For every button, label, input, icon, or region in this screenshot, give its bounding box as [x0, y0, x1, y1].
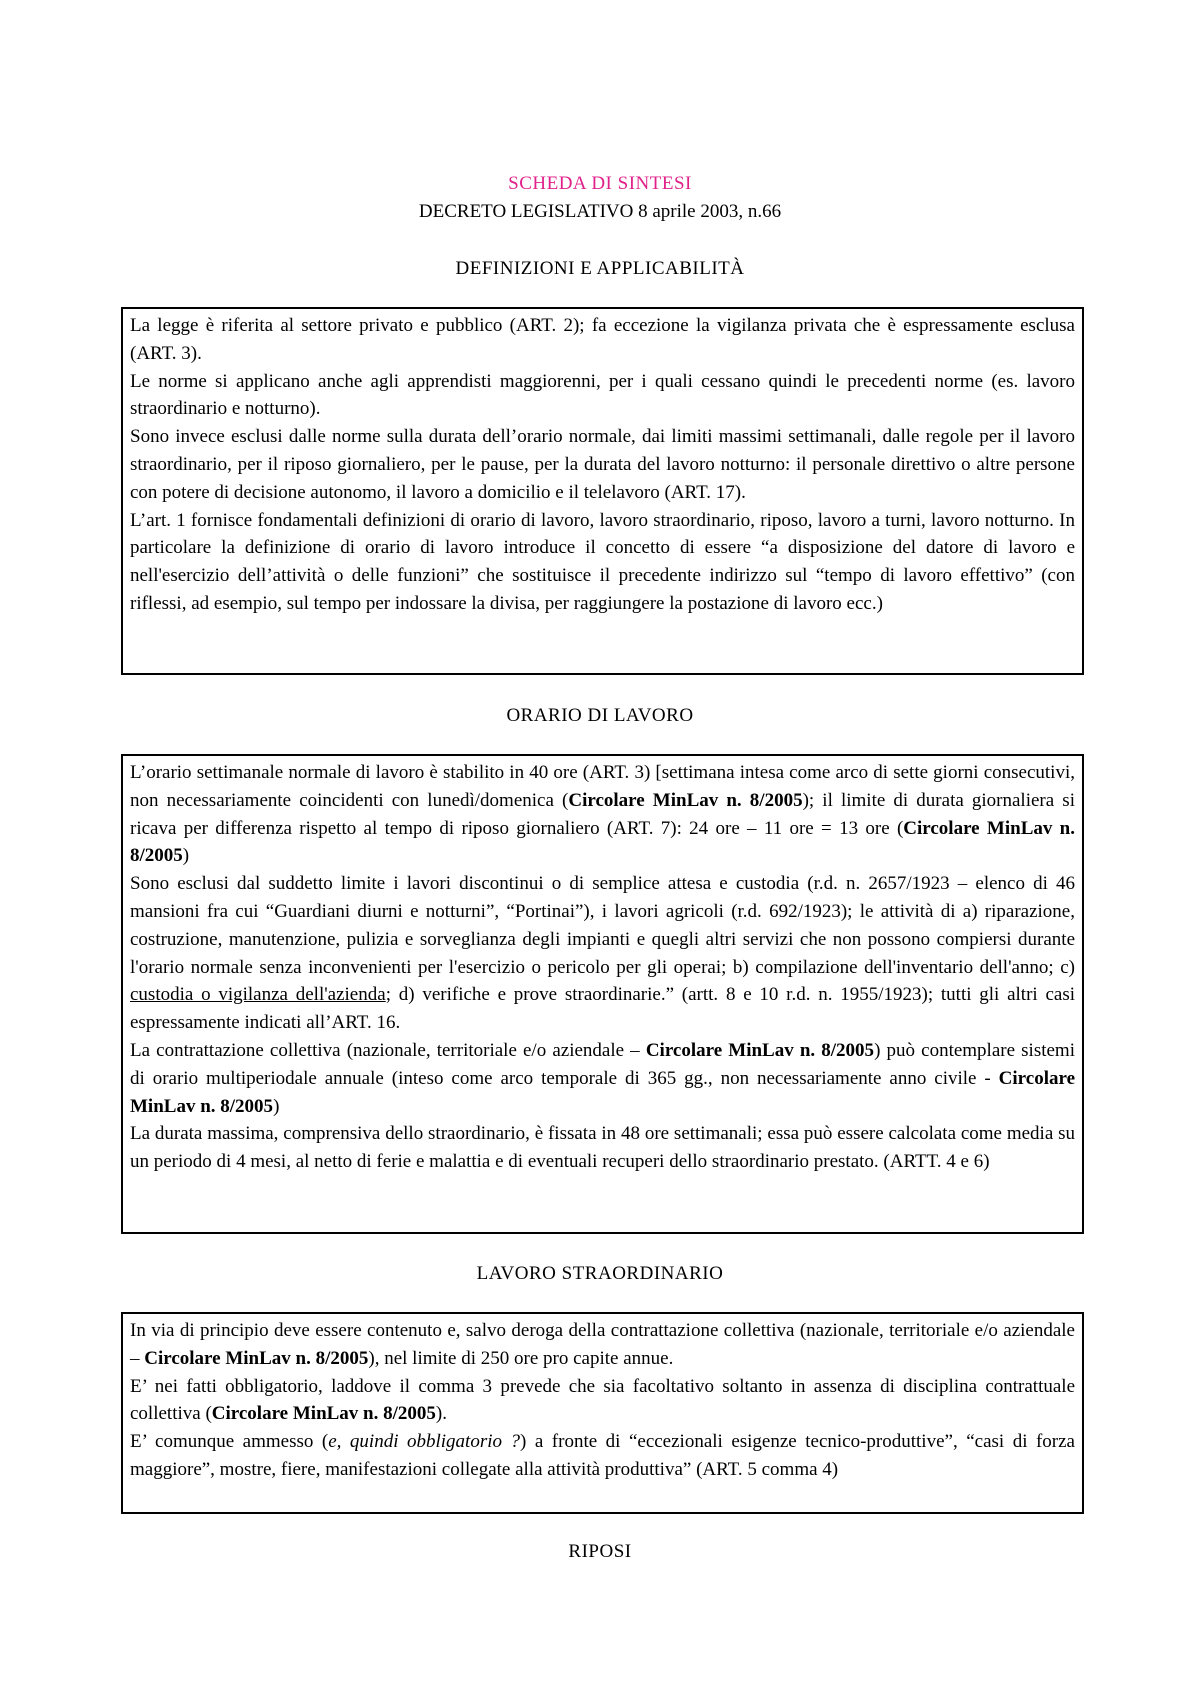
straordinario-paragraph-2: E’ nei fatti obbligatorio, laddove il comma 3 prevede che sia facoltativo soltanto in assenza di disciplina contrattuale collettiva (Circolare MinLav n. 8/2005). — [130, 1375, 1075, 1425]
section-heading-straordinario: LAVORO STRAORDINARIO — [476, 1263, 724, 1284]
document-subtitle: DECRETO LEGISLATIVO 8 aprile 2003, n.66 — [418, 201, 782, 222]
straordinario-paragraph-3: E’ comunque ammesso (e, quindi obbligatorio ?) a fronte di “eccezionali esigenze tecnico-produttive”, “casi di forza maggiore”, mostre, fiere, manifestazioni collegate alla attività produttiva” (ART. 5 comma 4) — [130, 1431, 1075, 1480]
orario-paragraph-4: La durata massima, comprensiva dello straordinario, è fissata in 48 ore settimanali; essa può essere calcolata come media su un periodo di 4 mesi, al netto di ferie e malattia e di eventuali recuperi dello straordinario prestato. (ARTT. 4 e 6) — [130, 1123, 1075, 1173]
definizioni-paragraph-2: Le norme si applicano anche agli apprendisti maggiorenni, per i quali cessano quindi le precedenti norme (es. lavoro straordinario e notturno). — [130, 370, 1075, 420]
definizioni-paragraph-4: L’art. 1 fornisce fondamentali definizioni di orario di lavoro, lavoro straordinario, riposo, lavoro a turni, lavoro notturno. In particolare la definizione di orario di lavoro introduce il concetto di essere “a disposizione del datore di lavoro e nell'esercizio dell’attività o delle funzioni” che sostituisce il precedente indirizzo sul “tempo di lavoro effettivo” (con riflessi, ad esempio, sul tempo per indossare la divisa, per raggiungere la postazione di lavoro ecc.) — [130, 509, 1075, 614]
straordinario-box — [121, 1312, 1084, 1514]
underlined-text: custodia o vigilanza dell'azienda — [130, 984, 386, 1006]
circolare-reference: Circolare MinLav n. 8/2005 — [211, 1403, 436, 1425]
section-heading-definizioni: DEFINIZIONI E APPLICABILITÀ — [455, 258, 745, 279]
definizioni-paragraph-3: Sono invece esclusi dalle norme sulla durata dell’orario normale, dai limiti massimi settimanali, dalle regole per il lavoro straordinario, per il riposo giornaliero, per le pause, per la durata del lavoro notturno: il personale direttivo o altre persone con potere di decisione autonomo, il lavoro a domicilio e il telelavoro (ART. 17). — [130, 426, 1075, 503]
definizioni-box — [121, 307, 1084, 675]
circolare-reference: Circolare MinLav n. 8/2005 — [130, 817, 1075, 867]
orario-paragraph-3: La contrattazione collettiva (nazionale, territoriale e/o aziendale – Circolare MinLav n. 8/2005) può contemplare sistemi di orario multiperiodale annuale (inteso come arco temporale di 365 gg., non necessariamente anno civile - Circolare MinLav n. 8/2005) — [130, 1039, 1075, 1117]
section-heading-riposi: RIPOSI — [568, 1541, 632, 1562]
circolare-reference: Circolare MinLav n. 8/2005 — [144, 1347, 369, 1369]
circolare-reference: Circolare MinLav n. 8/2005 — [645, 1039, 875, 1061]
section-heading-orario: ORARIO DI LAVORO — [506, 705, 694, 726]
orario-paragraph-1: L’orario settimanale normale di lavoro è stabilito in 40 ore (ART. 3) [settimana intesa come arco di sette giorni consecutivi, non necessariamente coincidenti con lunedì/domenica (Circolare MinLav n. 8/2005); il limite di durata giornaliera si ricava per differenza rispetto al tempo di riposo giornaliero (ART. 7): 24 ore – 11 ore = 13 ore (Circolare MinLav n. 8/2005) — [130, 762, 1075, 867]
orario-box — [121, 754, 1084, 1234]
definizioni-paragraph-1: La legge è riferita al settore privato e pubblico (ART. 2); fa eccezione la vigilanza privata che è espressamente esclusa (ART. 3). — [130, 315, 1075, 364]
circolare-reference: Circolare MinLav n. 8/2005 — [568, 789, 803, 811]
orario-paragraph-2: Sono esclusi dal suddetto limite i lavori discontinui o di semplice attesa e custodia (r.d. n. 2657/1923 – elenco di 46 mansioni fra cui “Guardiani diurni e notturni”, “Portinai”), i lavori agricoli (r.d. 692/1923); le attività di a) riparazione, costruzione, manutenzione, pulizia e sorveglianza degli impianti e quegli altri servizi che non possono compiersi durante l'orario normale senza inconvenienti per l'esercizio o pericolo per gli operai; b) compilazione dell'inventario dell'anno; c) custodia o vigilanza dell'azienda; d) verifiche e prove straordinarie.” (artt. 8 e 10 r.d. n. 1955/1923); tutti gli altri casi espressamente indicati all’ART. 16. — [130, 873, 1075, 1034]
straordinario-paragraph-1: In via di principio deve essere contenuto e, salvo deroga della contrattazione collettiva (nazionale, territoriale e/o aziendale – Circolare MinLav n. 8/2005), nel limite di 250 ore pro capite annue. — [130, 1320, 1075, 1369]
circolare-reference: Circolare MinLav n. 8/2005 — [130, 1067, 1075, 1117]
document-title: SCHEDA DI SINTESI — [508, 173, 692, 194]
italic-text: e, quindi obbligatorio ? — [328, 1431, 521, 1453]
